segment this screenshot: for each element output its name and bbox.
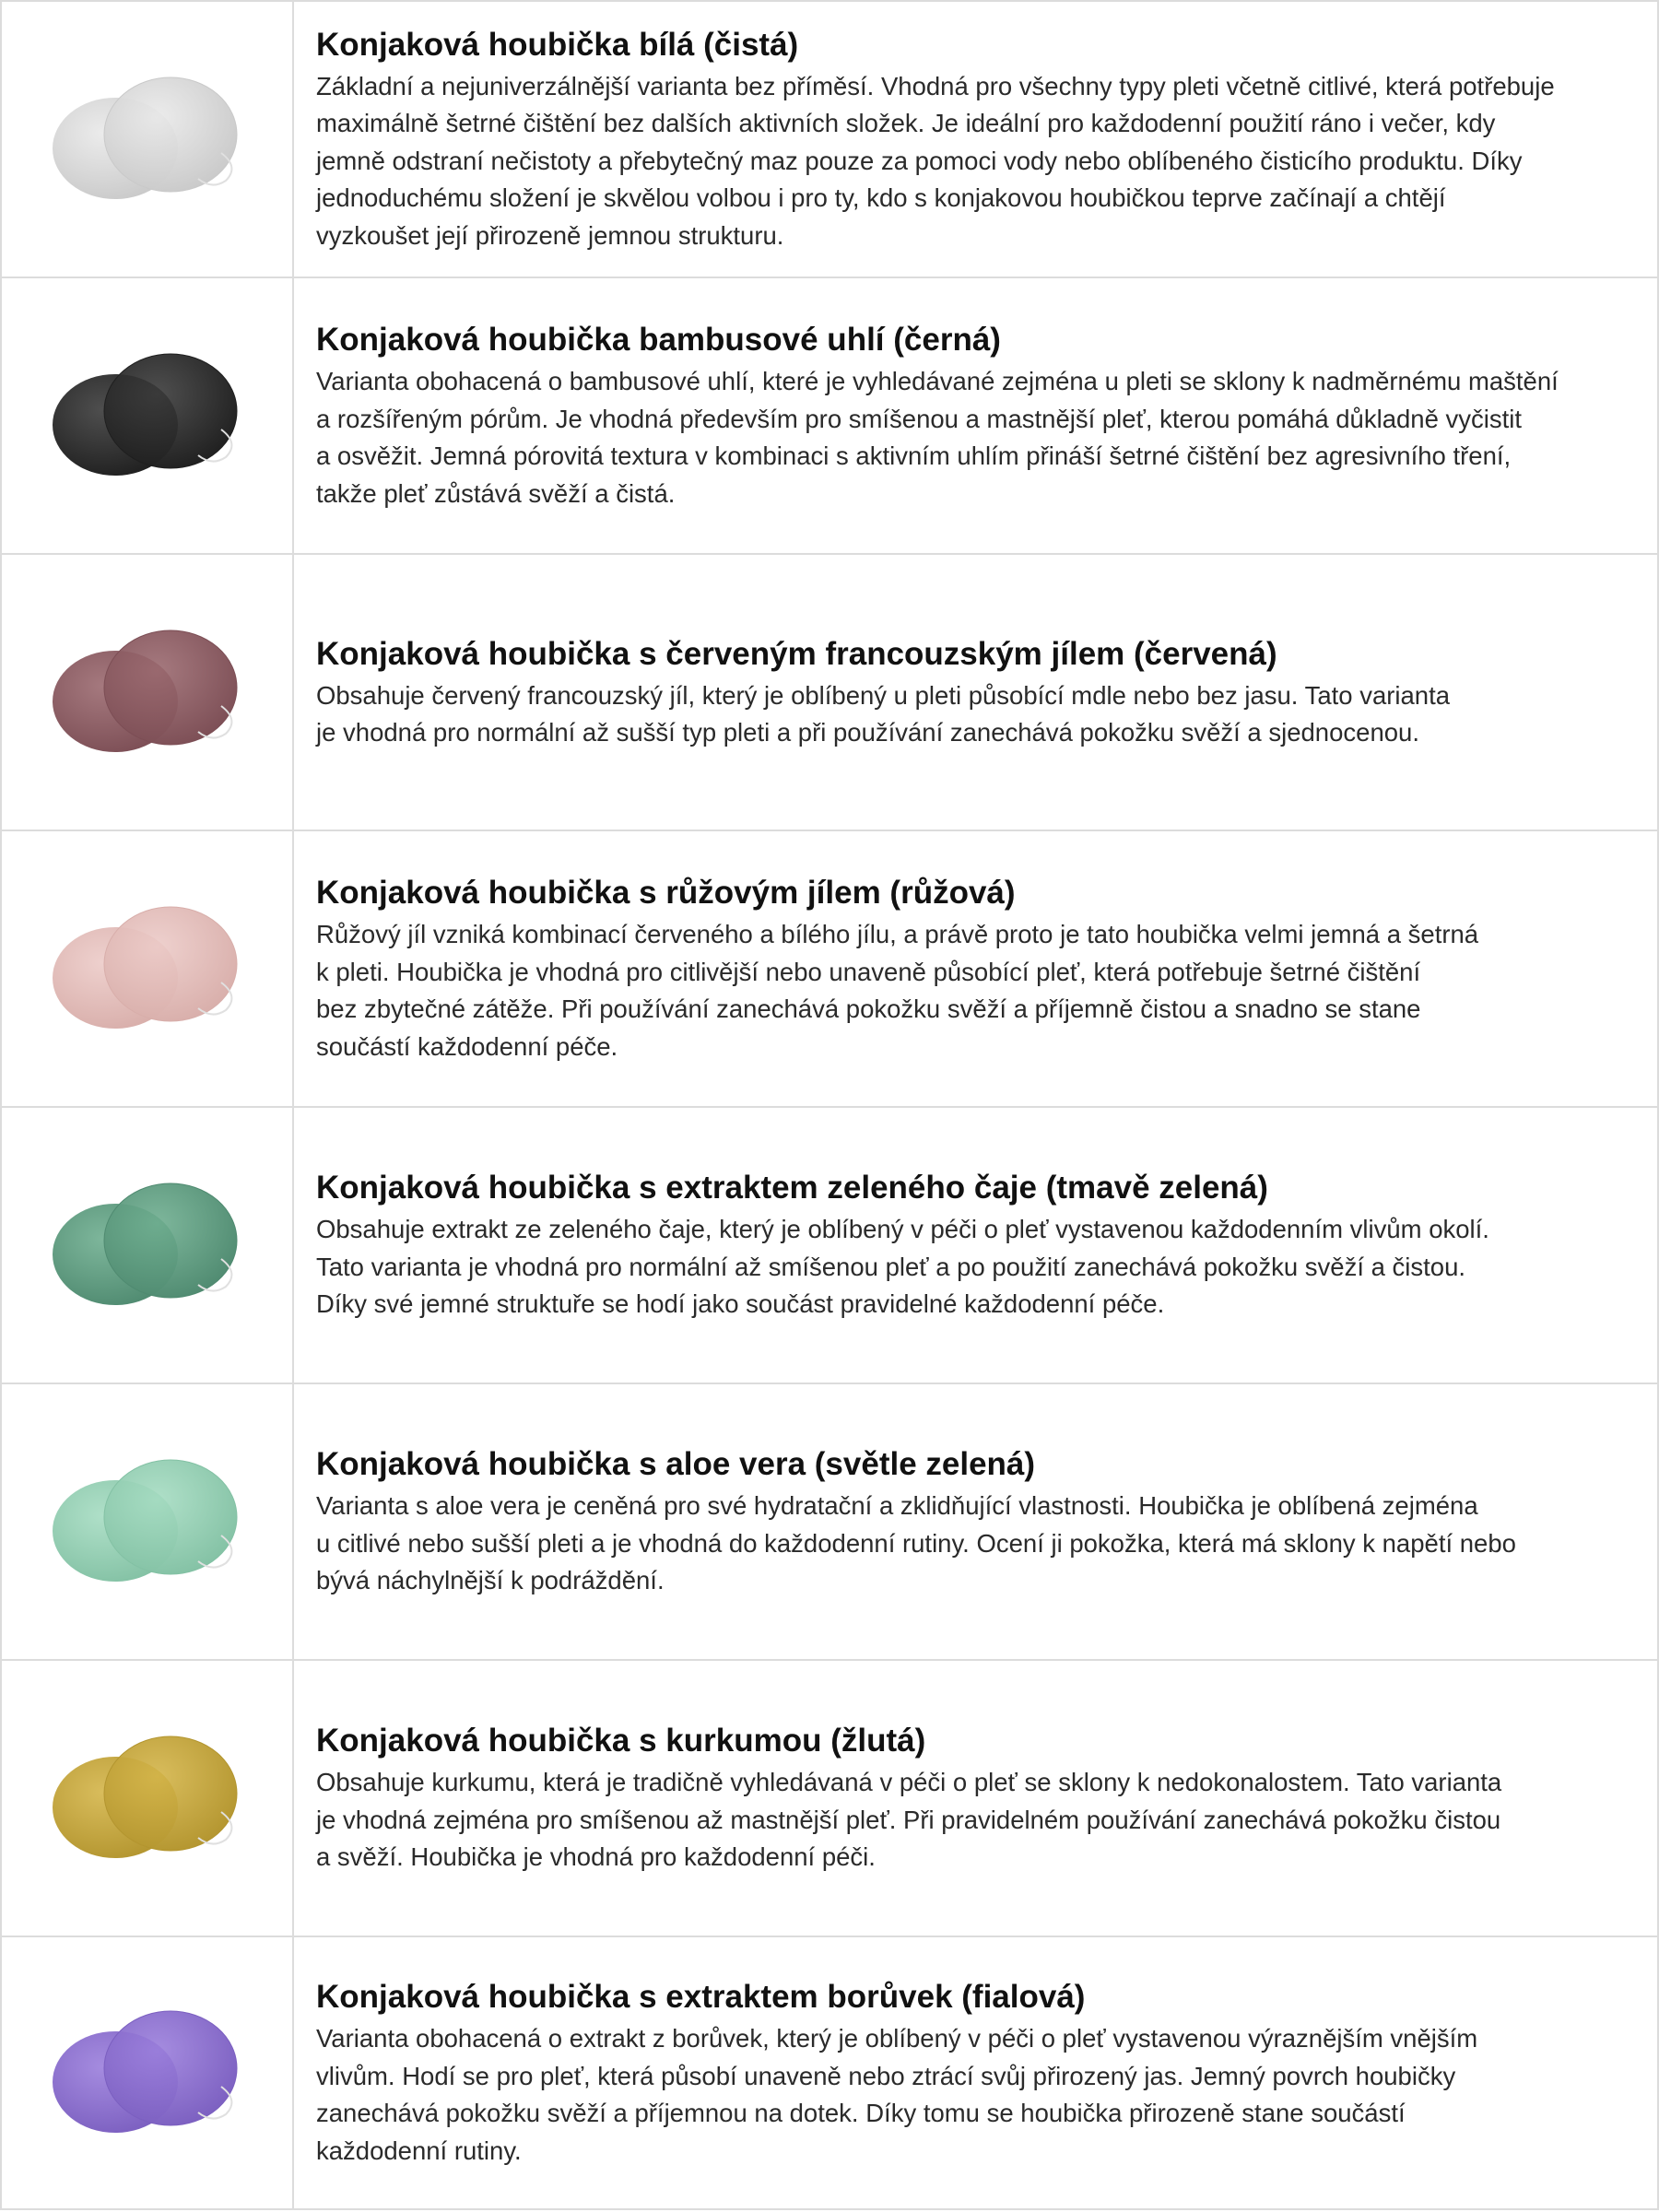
product-row	[0, 1382, 1659, 1659]
product-description: Růžový jíl vzniká kombinací červeného a bílého jílu, a právě proto je tato houbička velmi jemná a šetrná k pleti. Houbička je vhodná pro citlivější nebo unaveně působící pleť, která potřebuje šetrné čištění bez zbytečné zátěže. Při používání zanechává pokožku svěží a příjemně čistou a snadno se stane součástí každodenní péče.	[316, 920, 1479, 1061]
product-text-cell	[294, 1661, 1659, 1936]
product-text-cell	[294, 555, 1659, 830]
product-image-cell	[0, 831, 294, 1106]
product-text-cell	[294, 278, 1659, 553]
product-description: Obsahuje kurkumu, která je tradičně vyhledávaná v péči o pleť se sklony k nedokonalostem. Tato varianta je vhodná zejména pro smíšenou až mastnější pleť. Při pravidelném používání zanechává pokožku čistou a svěží. Houbička je vhodná pro každodenní péči.	[316, 1768, 1502, 1872]
red-konjac-sponge-icon	[37, 614, 258, 771]
product-title: Konjaková houbička s extraktem zeleného čaje (tmavě zelená)	[316, 1170, 1268, 1206]
product-row	[0, 1659, 1659, 1936]
product-row	[0, 1936, 1659, 2210]
yellow-konjac-sponge-icon	[37, 1720, 258, 1877]
product-image-cell	[0, 1384, 294, 1659]
product-description: Varianta obohacená o extrakt z borůvek, který je oblíbený v péči o pleť vystavenou výraznějším vnějším vlivům. Hodí se pro pleť, která působí unaveně nebo ztrácí svůj přirozený jas. Jemný povrch houbičky zanechává pokožku svěží a příjemnou na dotek. Díky tomu se houbička přirozeně stane součástí každodenní rutiny.	[316, 2024, 1478, 2165]
product-image-cell	[0, 1108, 294, 1382]
black-konjac-sponge-icon	[37, 337, 258, 494]
product-title: Konjaková houbička s aloe vera (světle zelená)	[316, 1446, 1036, 1483]
light-green-konjac-sponge-icon	[37, 1443, 258, 1600]
product-text-cell	[294, 1108, 1659, 1382]
product-title: Konjaková houbička s kurkumou (žlutá)	[316, 1723, 926, 1759]
product-description: Varianta s aloe vera je ceněná pro své hydratační a zklidňující vlastnosti. Houbička je oblíbená zejména u citlivé nebo sušší pleti a je vhodná do každodenní rutiny. Ocení ji pokožka, která má sklony k napětí nebo bývá náchylnější k podráždění.	[316, 1491, 1516, 1595]
product-title: Konjaková houbička s růžovým jílem (růžová)	[316, 875, 1016, 911]
pink-konjac-sponge-icon	[37, 890, 258, 1047]
product-title: Konjaková houbička s červeným francouzským jílem (červená)	[316, 635, 1277, 672]
product-description: Základní a nejuniverzálnější varianta bez příměsí. Vhodná pro všechny typy pleti včetně citlivé, která potřebuje maximálně šetrné čištění bez dalších aktivních složek. Je ideální pro každodenní použití ráno i večer, kdy jemně odstraní nečistoty a přebytečný maz pouze za pomoci vody nebo oblíbeného čisticího produktu. Díky jednoduchému složení je skvělou volbou i pro ty, kdo s konjakovou houbičkou teprve začínají a chtějí vyzkoušet její přirozeně jemnou strukturu.	[316, 71, 1555, 250]
product-image-cell	[0, 555, 294, 830]
product-row	[0, 553, 1659, 830]
product-description: Varianta obohacená o bambusové uhlí, které je vyhledávané zejména u pleti se sklony k nadměrnému maštění a rozšířeným pórům. Je vhodná především pro smíšenou a mastnější pleť, kterou pomáhá důkladně vyčistit a osvěžit. Jemná pórovitá textura v kombinaci s aktivním uhlím přináší šetrné čištění bez agresivního tření, takže pleť zůstává svěží a čistá.	[316, 367, 1559, 508]
product-description: Obsahuje červený francouzský jíl, který je oblíbený u pleti působící mdle nebo bez jasu. Tato varianta je vhodná pro normální až sušší typ pleti a při používání zanechává pokožku svěží a sjednocenou.	[316, 680, 1451, 747]
dark-green-konjac-sponge-icon	[37, 1167, 258, 1324]
product-title: Konjaková houbička bambusové uhlí (černá)	[316, 322, 1001, 358]
white-konjac-sponge-icon	[37, 61, 258, 218]
product-row	[0, 276, 1659, 553]
product-description: Obsahuje extrakt ze zeleného čaje, který je oblíbený v péči o pleť vystavenou každodenním vlivům okolí. Tato varianta je vhodná pro normální až smíšenou pleť a po použití zanechává pokožku svěží a čistou. Díky své jemné struktuře se hodí jako součást pravidelné každodenní péče.	[316, 1215, 1489, 1319]
product-text-cell	[294, 831, 1659, 1106]
product-image-cell	[0, 1937, 294, 2208]
purple-konjac-sponge-icon	[37, 1994, 258, 2151]
product-row	[0, 830, 1659, 1106]
product-text-cell	[294, 1937, 1659, 2208]
product-image-cell	[0, 2, 294, 276]
product-text-cell	[294, 1384, 1659, 1659]
product-title: Konjaková houbička bílá (čistá)	[316, 26, 799, 63]
product-text-cell	[294, 2, 1659, 276]
product-title: Konjaková houbička s extraktem borůvek (fialová)	[316, 1979, 1086, 2015]
product-row	[0, 0, 1659, 276]
product-image-cell	[0, 1661, 294, 1936]
product-image-cell	[0, 278, 294, 553]
product-row	[0, 1106, 1659, 1382]
